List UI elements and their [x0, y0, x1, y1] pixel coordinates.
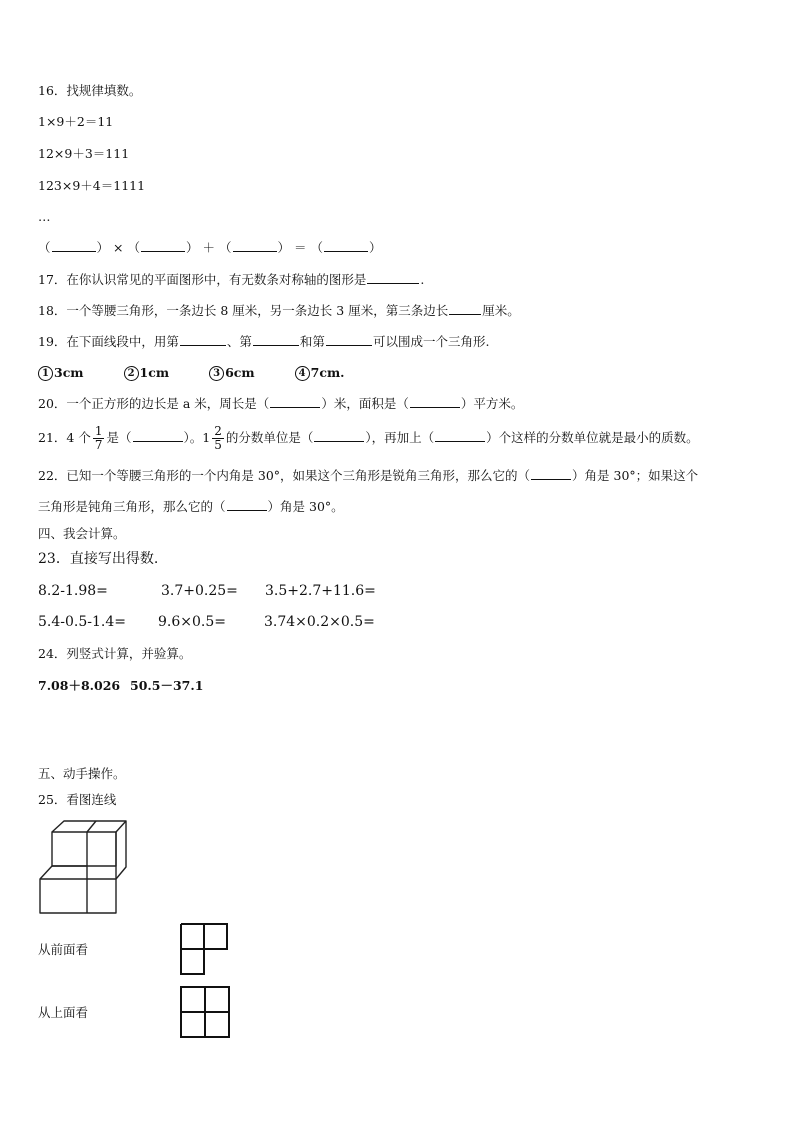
calc-item: 7.08＋8.026	[38, 678, 121, 693]
q16-title: 16．找规律填数。	[38, 83, 142, 98]
q16-equation-1: 1×9＋2＝11	[38, 114, 114, 129]
answer-blank[interactable]	[253, 333, 299, 346]
answer-blank[interactable]	[270, 395, 320, 408]
q17: 17．在你认识常见的平面图形中，有无数条对称轴的图形是 .	[38, 272, 425, 287]
q16-equation-3: 123×9＋4＝1111	[38, 178, 146, 193]
q23-row-1	[38, 582, 376, 600]
q19: 19．在下面线段中，用第 、第 和第 可以围成一个三角形.	[38, 334, 490, 349]
q24-items	[38, 677, 203, 695]
calc-item: 3.74×0.2×0.5=	[264, 614, 375, 630]
answer-blank[interactable]	[227, 498, 267, 511]
q19-options	[38, 364, 385, 382]
section-5-heading: 五、动手操作。	[38, 766, 126, 781]
calc-item: 5.4-0.5-1.4=	[38, 614, 126, 630]
q19-option: 2 1cm	[124, 364, 170, 382]
answer-blank[interactable]	[52, 239, 96, 252]
q19-option: 1 3cm	[38, 364, 84, 382]
top-view-figure[interactable]	[179, 985, 233, 1041]
q22-line-2: 三角形是钝角三角形，那么它的（ ）角是 30°。	[38, 499, 344, 514]
q16-equation-2: 12×9＋3＝111	[38, 146, 130, 161]
q16-fill-equation: （ ） × （ ） ＋ （ ） ＝ （ ）	[38, 240, 382, 255]
answer-blank[interactable]	[326, 333, 372, 346]
q23-row-2	[38, 613, 375, 631]
answer-blank[interactable]	[133, 429, 183, 442]
fraction-two-fifths: $\frac{2}{5}$	[214, 424, 222, 452]
answer-blank[interactable]	[314, 429, 364, 442]
front-view-label: 从前面看	[38, 942, 89, 957]
calc-item: 9.6×0.5=	[158, 614, 226, 630]
calc-item: 3.7+0.25=	[161, 583, 238, 599]
q23-title: 23．直接写出得数.	[38, 551, 159, 567]
front-view-figure[interactable]	[179, 922, 231, 976]
calc-item: 3.5+2.7+11.6=	[265, 583, 376, 599]
answer-blank[interactable]	[141, 239, 185, 252]
fraction-one-seventh: $\frac{1}{7}$	[94, 424, 103, 452]
section-4-heading: 四、我会计算。	[38, 526, 126, 541]
answer-blank[interactable]	[410, 395, 460, 408]
q21: 21．4 个 $\frac{1}{7}$ 是（ ）。1 $\frac{2}{5}$ 的分数单位是（ ），再加上（ ）个这样的分数单位就是最小的质数。	[38, 424, 699, 452]
cube-stack-figure	[38, 816, 130, 914]
calc-item: 8.2-1.98=	[38, 583, 108, 599]
q18: 18．一个等腰三角形，一条边长 8 厘米，另一条边长 3 厘米，第三条边长 厘米。	[38, 303, 520, 318]
q24-title: 24．列竖式计算，并验算。	[38, 646, 192, 661]
answer-blank[interactable]	[531, 467, 571, 480]
calc-item: 50.5－37.1	[130, 678, 204, 693]
q20: 20．一个正方形的边长是 a 米，周长是（ ）米，面积是（ ）平方米。	[38, 396, 524, 411]
top-view-label: 从上面看	[38, 1005, 89, 1020]
answer-blank[interactable]	[449, 302, 481, 315]
answer-blank[interactable]	[233, 239, 277, 252]
q25-title: 25．看图连线	[38, 792, 117, 807]
answer-blank[interactable]	[435, 429, 485, 442]
q22-line-1: 22．已知一个等腰三角形的一个内角是 30°，如果这个三角形是锐角三角形，那么它的（ ）角是 30°；如果这个	[38, 468, 699, 483]
answer-blank[interactable]	[324, 239, 368, 252]
q16-ellipsis: …	[38, 209, 51, 224]
answer-blank[interactable]	[367, 271, 419, 284]
q19-option: 3 6cm	[209, 364, 255, 382]
q19-option: 4 7cm.	[295, 364, 345, 382]
answer-blank[interactable]	[180, 333, 226, 346]
